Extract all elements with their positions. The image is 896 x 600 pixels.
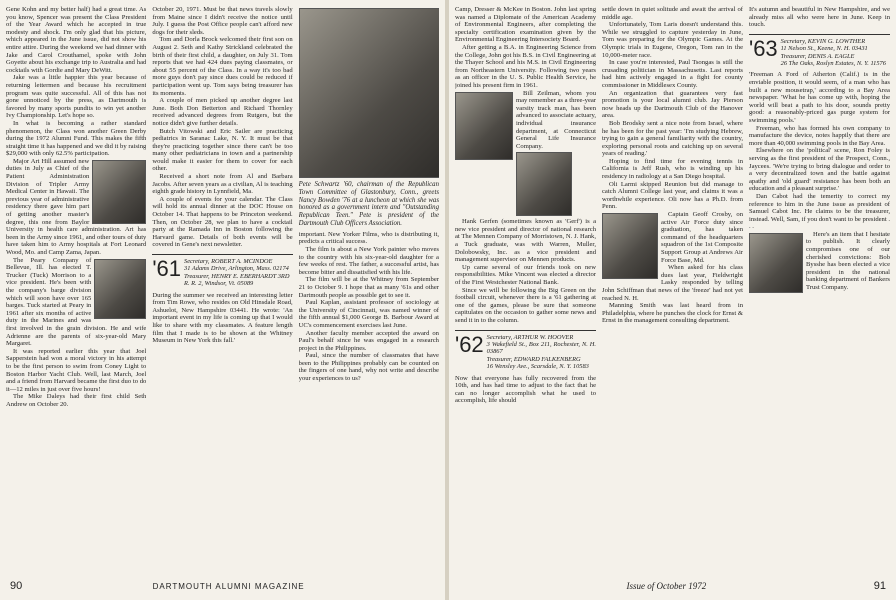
magazine-name: DARTMOUTH ALUMNI MAGAZINE [152,581,305,591]
treasurer: Treasurer, DENIS A. EAGLE [780,52,855,60]
left-col-1 [6,6,146,566]
paragraph: Bill Zeilman, whom you may remember as a three-year varsity track man, has been advanced to associate actuary, individual insurance department, at Connecticut General Life Insurance Company. [516,89,596,150]
paragraph: Major Art Hill assumed new duties in July as Chief of the Patient Administration Division of Tripler Army Medical Center in Hawaii. The previous year of administrative residency there gave him part of getting another master's degree, this one from Baylor University in health care administration. Art has been in the Army since 1961, and other tours of duty have taken him to Army hospitals at Fort Leonard Wood, Mo. and Camp Zama, Japan. [6,157,147,256]
issue-date: Issue of October 1972 [626,581,707,591]
paragraph: Paul Kaplan, assistant professor of sociology at the University of Cincinnati, was named winner of the fifth annual $1,000 George B. Barbour Award at UC's commencement exercises last June. [298,299,439,329]
treasurer-address: R. R. 2, Windsor, Vt. 05089 [184,280,254,288]
paragraph: Here's an item that I hesitate to publish. It clearly compromises one of our cherished convictions: Bob Bysshe has been elected a vice president in the national banking department of Bankers Trust Company. [806,230,890,292]
secretary: Secretary, ARTHUR W. HOOVER [486,333,574,341]
paragraph: It was reported earlier this year that Joel Sapperstein had won a moral victory in his attempt to be the first person to swim from Coney Light to Boston Harbor Yacht Club. Well, last March, Joel and a friend from Harvard became the first duo to do it—12 miles in just over five hours! [6,347,147,393]
class-header-61 [152,254,292,288]
page-number: 91 [873,580,886,592]
paragraph: During the summer we received an interesting letter from Tim Rowe, who resides on Old Hinsdale Road, Ashuelot, New Hampshire 03441. He wrote: 'An important event in my life is coming up that I would like to share with my classmates. A feature length film that I made is to be shown at the Whitney Museum in New York this fall.' [152,291,293,345]
paragraph: Camp, Dresser & McKee in Boston. John last spring was named a Diplomate of the American Academy of Environmental Engineers, after completing the specialty certification examination given by the Environmental Engineering Intersociety Board. [455,6,596,44]
paragraph: Jake was a little happier this year because of returning lettermen and because his recruitment program was quite successful. All of this has not gone unnoticed by the press, as Dartmouth is favored by many sports pundits to win yet another Ivy Championship. Let's hope so. [6,74,147,120]
paragraph: Paul, since the number of classmates that have been to the Philippines probably can be counted on the fingers of one hand, why not write and describe your experiences to us? [298,352,439,383]
paragraph: An organization that guarantees very fast promotion is your local alumni club. Jay Pierson now heads up the Dartmouth Club of the Hanover area. [602,89,743,120]
paragraph: settle down in quiet solitude and await the arrival of middle age. [602,6,743,21]
paragraph: Another faculty member accepted the award on Paul's behalf since he was engaged in a research project in the Philippines. [298,329,439,352]
treasurer-address: 26 The Oaks, Roslyn Estates, N. Y. 11576 [780,60,886,67]
portrait-photo [602,213,658,279]
paragraph: Captain Geoff Crosby, on active Air Force duty since graduation, has taken command of the headquarters squadron of the 1st Composite Support Group at Andrews Air Force Base, Md. [661,211,743,264]
paragraph: When asked for his class dues last year, Fieldwright Lasky responded by telling John Schiffman that news of the 'freeze' had not yet reached N. H. [602,264,743,302]
paragraph: The Peary Company of Bellevue, Ill. has elected T. Trucker (Tuck) Morrison to a vice president. He's been with the company's barge division which will soon have over 165 barges. Tuck started at Peary in 1961 after six months of active duty in the Marines and was first involved in the grain division. He and wife Adrienne are the parents of six-year-old Mary Margaret. [6,256,147,348]
secretary: Secretary, ROBERT A. MCINDOE [184,258,273,265]
paragraph: Manning Smith was last heard from in Philadelphia, where he punches the clock for Ernst & Ernst in the management consulting department. [602,302,743,325]
paragraph: important. New Yorker Films, who is distributing it, predicts a critical success. [298,230,439,246]
class-officers [487,334,596,371]
paragraph: After getting a B.A. in Engineering Science from the College, John got his B.S. in Civil Engineering at the Thayer School and his M.S. in Civil Engineering from Northeastern University. Following two years as an officer in the U. S. Public Health Service, he joined his present firm in 1961. [455,43,596,89]
paragraph: Up came several of our friends took on new responsibilities. Mike Vincent was elected a director of the First Westchester National Bank. [455,263,596,287]
paragraph: Gene Kohn and my better half) had a great time. As you know, Spencer was present the Class President of the Year Award which he accepted in true modesty and shock. I'm only glad that his picture, which appeared in the June issue, did not show his entire attire. During the weekend we had dinner with Jake and Carol Crouthamel, spoke with John Goyette about his exchange trip to Australia and had cocktails with Gordie and Mary DeWitt. [6,6,147,74]
left-col-2 [152,6,292,566]
secretary-address: 3 Wakefield St., Box 211, Rochester, N. H. 03867 [486,341,596,356]
right-col-2 [602,6,743,566]
portrait-photo [94,259,146,319]
paragraph: Bob Brodsky sent a nice note from Israel, where he has been for the past year: 'I'm studying Hebrew, trying to gain a general familiarity with the country, exploring personal roots and catching up on several years of reading.' [602,119,743,158]
paragraph: October 20, 1971. Must be that news travels slowly from Maine since I didn't receive the notice until July. I guess the Post Office people can't afford new dogs for their sleds. [152,6,293,36]
paragraph: The Mike Daleys had their first child Seth Andrew on October 20. [6,393,147,408]
paragraph: A couple of events for your calendar. The Class will hold its annual dinner at the DOC House on October 14. That happens to be Princeton weekend. Then, on October 28, we plan to have a cocktail party at the Ramada Inn in Boston following the Harvard game. Details of both events will be covered in Gene's next newsletter. [152,195,293,249]
paragraph: Freeman, who has formed his own company to manufacture the device, notes happily that there are more than 40,000 swimming pools in the Bay Area. [749,124,890,147]
group-photo [299,8,439,178]
treasurer: Treasurer, EDWARD FALKENBERG [486,355,581,363]
paragraph: Elsewhere on the 'political' scene, Ron Foley is serving as the first president of the Prospect, Conn., Jaycees. 'We're trying to bring dialogue and order to a very decentralized town and the battle against apathy and 'old guard' resistance has been both an education and a pleasant surprise.' [749,147,890,193]
paragraph: In case you're interested, Paul Tsongas is still the crusading politician in Massachusetts. Last reports had him actively engaged in a fight for county commissioner in Middlesex County. [602,59,743,89]
right-col-3 [749,6,890,566]
class-year: '61 [152,256,181,281]
paragraph: Since we will be following the Big Green on the football circuit, whenever there is a '61 gathering at one of the games, please be sure that someone capitulates on the occasion to gather some news and send it in to the column. [455,286,596,324]
paragraph: A couple of men picked up another degree last June. Both Don Betterton and Richard Thornley received advanced degrees from Rutgers, but the notice didn't give further details. [152,97,293,127]
paragraph: In what is becoming a rather standard phenomenon, the Class won another Green Derby during the 1972 Alumni Fund. This makes the fifth straight time it has happened and we did it by raising $29,000 with only 62.5% participation. [6,119,147,158]
class-year: '63 [749,35,778,61]
right-page [449,0,896,600]
paragraph: Butch Vitowski and Eric Sailer are practicing pediatrics in Saranac Lake, N. Y. It must be that they're practicing together since there can't be too many other pediatricians in town and a partnership would make it easier for them to cover for each other. [152,127,293,173]
class-year: '62 [455,331,484,357]
treasurer: Treasurer, HENRY E. EBERHARDT 3RD [184,272,290,280]
paragraph: Hank Gerfen (sometimes known as 'Gerf') is a new vice president and director of national research at The Mennen Company of Morristown, N. J. Hank, a Tuck graduate, was with Warren, Muller, Dolobowsky, Inc. as a vice president and management supervisor on Mennen products. [455,218,596,264]
paragraph: 'Freeman A Ford of Atherton (Calif.) is in the enviable position, it would seem, of a man who has built a new mousetrap,' according to a Bay Area newspaper. 'What he has come up with, hoping the world will beat a path to his door, sounds pretty good: a reasonably-priced gas purge system for swimming pools.' [749,71,890,124]
left-footer [10,580,435,592]
class-header-62 [455,330,596,371]
paragraph: The film is about a New York painter who moves to the country with his six-year-old daughter for a few weeks of rest. The father, a successful artist, has become bitter and dissatisfied with his life. [298,245,439,276]
paragraph: Received a short note from Al and Barbara Jacobs. After seven years as a civilian, Al is teaching eighth grade history in Lynnfield, Ma. [152,173,293,196]
paragraph: Tom and Dorla Brock welcomed their first son on August 2. Seth and Kathy Strickland celebrated the birth of their first child, a daughter, on July 31. Tom reports that we had 424 dues paying classmates, or about 55 percent of the Class. In a way it's too bad more guys don't pay since dues could be reduced if participation went up. Tom says being treasurer has its moments. [152,36,293,97]
paragraph: It's autumn and beautiful in New Hampshire, and we already miss all who were here in June. Keep in touch. [749,6,890,29]
class-header-63 [749,34,890,68]
paragraph: Now that everyone has fully recovered from the 10th, and has had time to adjust to the fact that he can no longer accomplish what he used to accomplish, life should [455,374,596,405]
portrait-photo [455,92,513,160]
page-number: 90 [10,580,23,592]
paragraph: Unfortunately, Tom Laris doesn't understand this. While we struggled to capture yesterday in June, Tom was preparing for the Olympic Games. At the Olympic trials in Eugene, Oregon, Tom ran in the 10,000-meter race. [602,21,743,59]
class-officers [781,38,886,68]
right-footer [459,580,886,592]
portrait-photo [92,160,146,224]
paragraph: Dan Cabot had the temerity to correct my reference to him in the June issue as president of Samuel Cabot Inc. He claims to be the treasurer, instead. Well, Sam, if you don't want to be president . . . [749,192,890,231]
paragraph: Oli Larmi skipped Reunion but did manage to catch Alumni College last year, and claims it was a worthwhile experience. Oli now has a Ph.D. from Penn. [602,180,743,211]
right-col-1 [455,6,596,566]
left-col-3 [299,6,439,566]
left-page [0,0,445,600]
treasurer-address: 16 Wensley Ave., Scarsdale, N. Y. 10583 [486,363,589,371]
secretary-address: 11 Nelson St., Keene, N. H. 03431 [780,45,868,53]
class-officers [184,258,289,288]
paragraph: Hoping to find time for evening tennis in California is Jeff Rush, who is winding up his residency in radiology at a San Diego hospital. [602,157,743,181]
portrait-photo [749,233,803,293]
secretary-address: 31 Adams Drive, Arlington, Mass. 02174 [184,265,289,273]
portrait-photo [516,152,572,216]
secretary: Secretary, KEVIN G. LOWTHER [780,37,866,45]
photo-caption: Pete Schwartz '60, chairman of the Republican Town Committee of Glastonbury, Conn., greets Nancy Bowden '76 at a luncheon at which she was honored as a government intern and "Outstanding Republican Teen." Pete is president of the Dartmouth Club Officers Association. [298,181,439,227]
paragraph: The film will be at the Whitney from September 21 to October 9. I hope that as many '61s and other Dartmouth people as possible get to see it. [298,276,439,299]
